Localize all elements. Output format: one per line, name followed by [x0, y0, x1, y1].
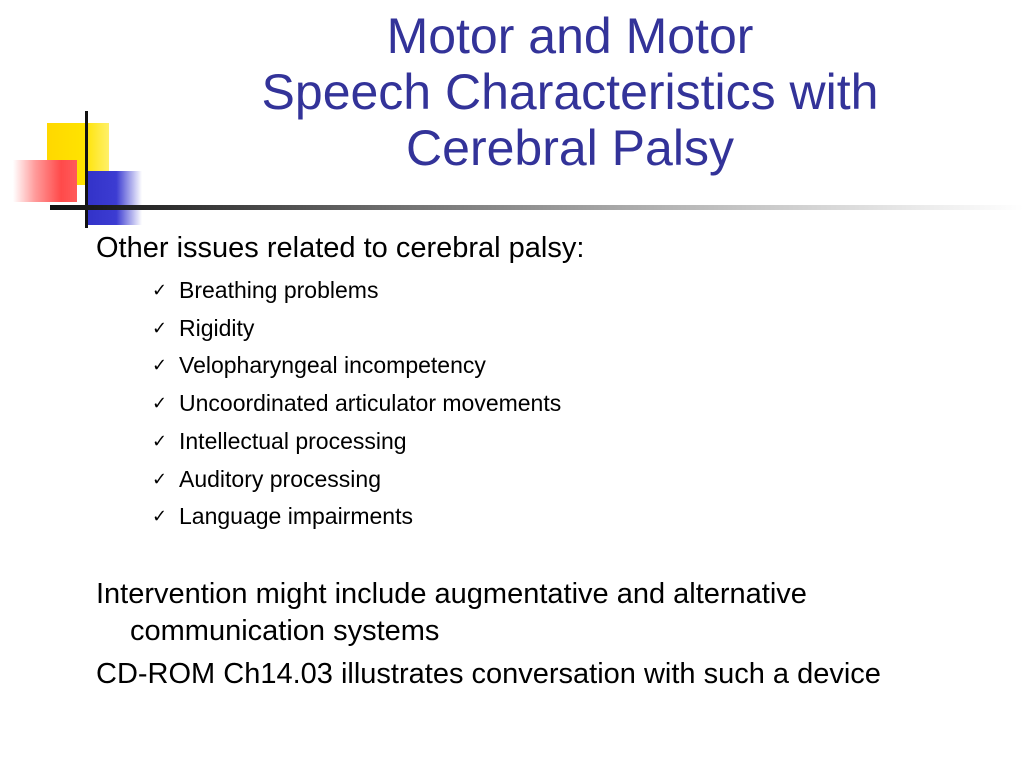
issue-label: Velopharyngeal incompetency [179, 352, 486, 379]
intervention-text: Intervention might include augmentative and alternative communication systems [96, 577, 807, 647]
issue-label: Breathing problems [179, 277, 379, 303]
check-mark-icon: ✓ [152, 280, 168, 301]
issue-label: Language impairments [179, 503, 413, 530]
list-item [96, 310, 976, 348]
title-divider-line [50, 205, 1024, 210]
decorative-red-square [13, 160, 77, 202]
cd-rom-text: CD-ROM Ch14.03 illustrates conversation with such a device [96, 657, 881, 690]
decorative-blue-square [85, 171, 142, 225]
issue-label: Rigidity [179, 314, 255, 341]
check-mark-icon: ✓ [152, 430, 168, 452]
intro-text: Other issues related to cerebral palsy: [96, 232, 585, 264]
check-mark-icon: ✓ [152, 506, 168, 528]
list-item [96, 461, 976, 499]
list-item [96, 498, 976, 536]
list-item [96, 385, 976, 423]
check-mark-icon: ✓ [152, 393, 168, 415]
decorative-vertical-line [85, 111, 88, 228]
list-item [96, 347, 976, 385]
issue-label: Uncoordinated articulator movements [179, 390, 562, 417]
issue-label: Intellectual processing [179, 427, 407, 454]
title-line-1: Motor and Motor [386, 8, 754, 64]
issues-list [96, 272, 976, 536]
title-line-3: Cerebral Palsy [406, 120, 734, 176]
title-line-2: Speech Characteristics with [261, 64, 879, 120]
slide-title [170, 8, 970, 176]
issue-label: Auditory processing [179, 465, 381, 492]
slide-body [96, 230, 976, 693]
check-mark-icon: ✓ [152, 317, 168, 339]
list-item [96, 423, 976, 461]
check-mark-icon: ✓ [152, 468, 168, 490]
check-mark-icon: ✓ [152, 355, 168, 377]
list-item [96, 272, 976, 310]
